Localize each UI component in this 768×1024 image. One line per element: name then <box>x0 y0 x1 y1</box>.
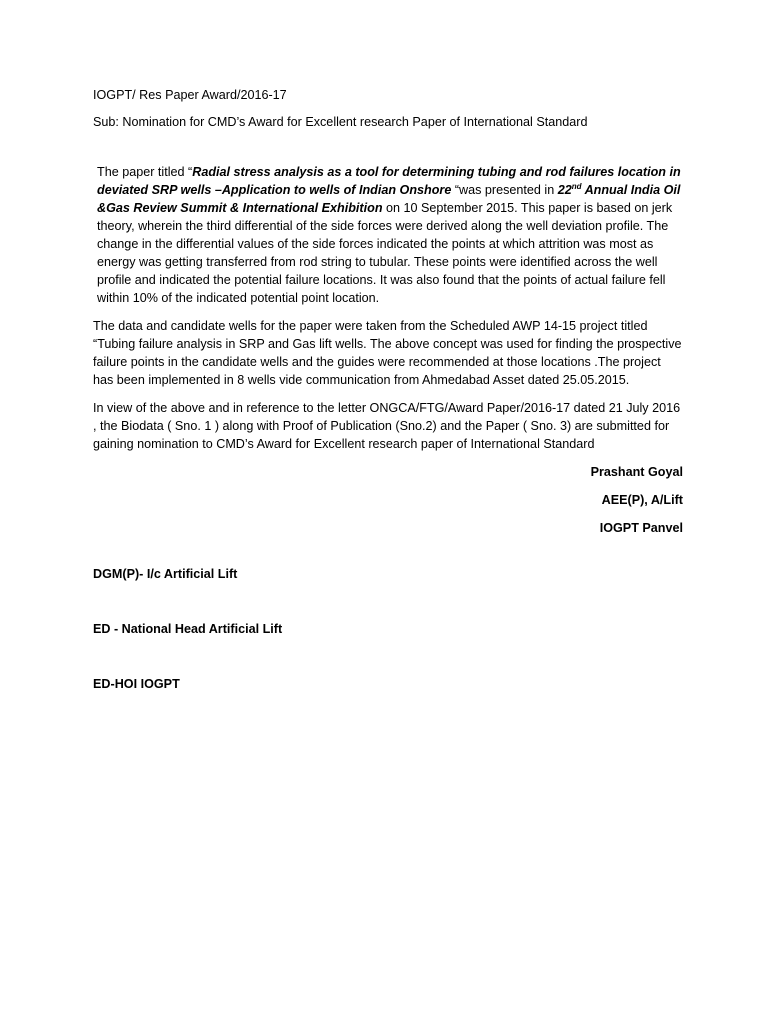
paragraph-3: In view of the above and in reference to the letter ONGCA/FTG/Award Paper/2016-17 dated 21 July 2016 , the Biodata ( Sno. 1 ) along with Proof of Publication (Sno.2) and the Paper ( Sno. 3) are submitted for gaining nomination to CMD’s Award for Excellent research paper of International Standard <box>93 401 681 451</box>
recipient-dgm: DGM(P)- I/c Artificial Lift <box>93 567 238 581</box>
para1-rest: on 10 September 2015. This paper is based on jerk theory, wherein the third differential of the side forces were derived along the well deviation profile. The change in the differential values of the side forces indicated the points at which attrition was most as energy was getting transferred from rod string to tubular. These points were identified across the well profile and indicated the potential failure locations. It was also found that the points of actual failure fell within 10% of the indicated potential point location. <box>97 201 673 305</box>
paragraph-2: The data and candidate wells for the paper were taken from the Scheduled AWP 14-15 project titled “Tubing failure analysis in SRP and Gas lift wells. The above concept was used for finding the prospective failure points in the candidate wells and the guides were recommended at those locations .The project has been implemented in 8 wells vide communication from Ahmedabad Asset dated 25.05.2015. <box>93 319 682 387</box>
event-ordinal: nd <box>571 181 582 191</box>
recipients-list <box>93 565 683 693</box>
event-name: Annual India Oil &Gas Review Summit & International Exhibition <box>97 183 681 215</box>
letter-page <box>93 86 683 730</box>
paper-title: Radial stress analysis as a tool for determining tubing and rod failures location in deviated SRP wells –Application to wells of Indian Onshore <box>97 165 681 197</box>
event-number: 22 <box>557 183 572 197</box>
reference-number: IOGPT/ Res Paper Award/2016-17 <box>93 88 287 102</box>
para1-mid: “was presented in <box>451 183 558 197</box>
signature-block <box>93 463 683 537</box>
recipient-ed-hoi: ED-HOI IOGPT <box>93 677 180 691</box>
recipient-ed-national-head: ED - National Head Artificial Lift <box>93 622 283 636</box>
subject-line: Sub: Nomination for CMD’s Award for Excellent research Paper of International Standard <box>93 115 588 129</box>
signatory-name: Prashant Goyal <box>590 465 683 479</box>
para1-lead: The paper titled “ <box>97 165 193 179</box>
signatory-office: IOGPT Panvel <box>599 521 683 535</box>
paragraph-1 <box>93 163 683 307</box>
signatory-designation: AEE(P), A/Lift <box>601 493 683 507</box>
